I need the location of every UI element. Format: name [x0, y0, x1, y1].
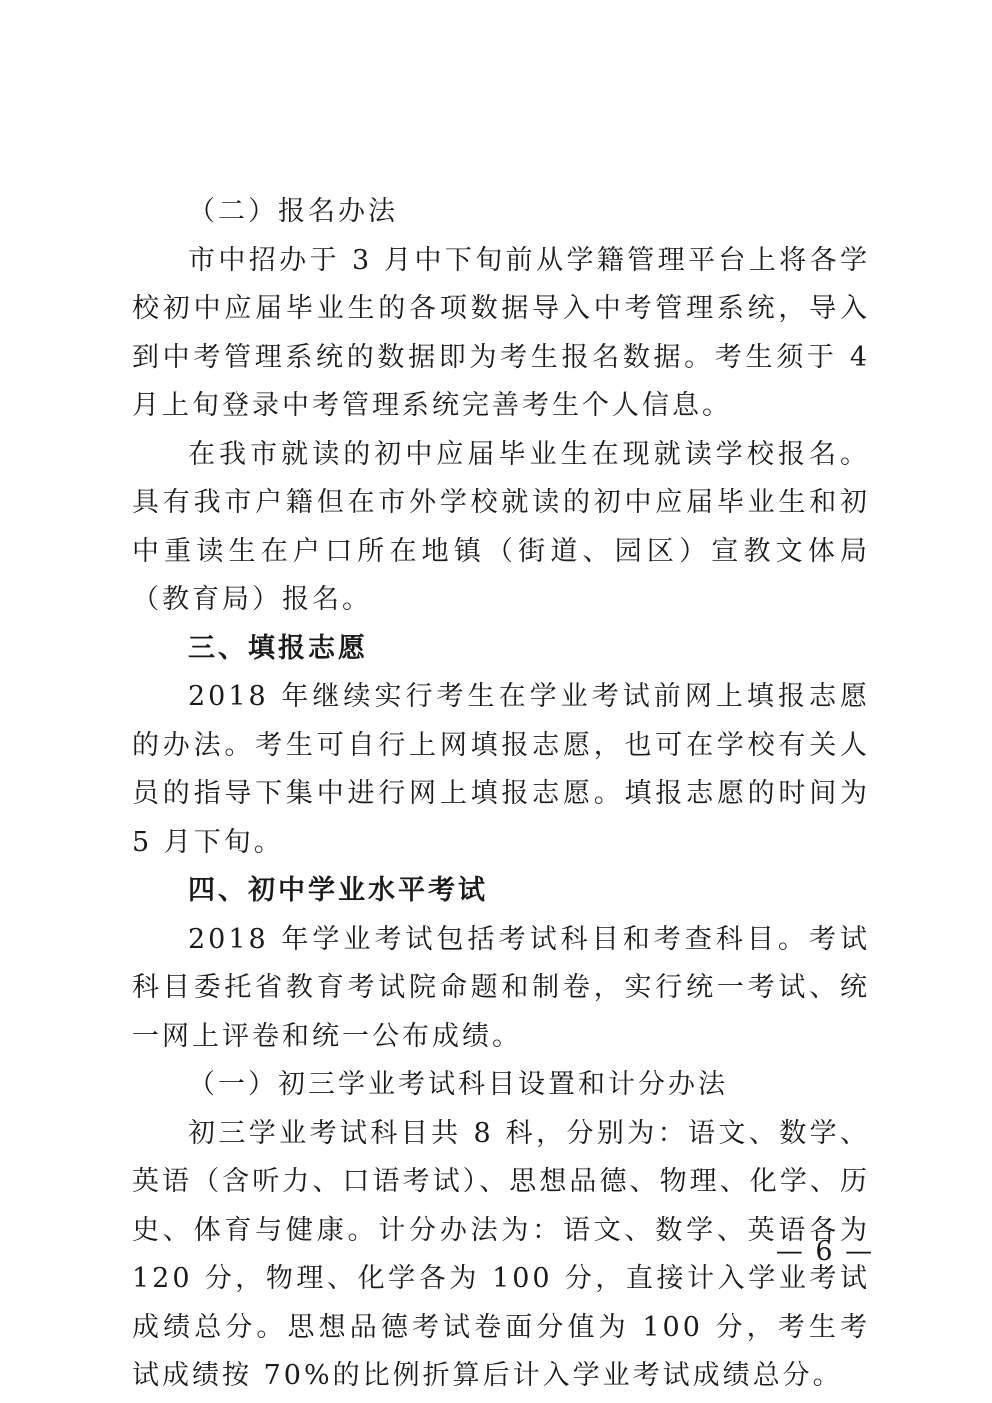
document-body: [132, 188, 870, 1401]
paragraph-academic-exam: 2018 年学业考试包括考试科目和考查科目。考试科目委托省教育考试院命题和制卷，实行统一考试、统一网上评卷和统一公布成绩。: [132, 923, 870, 1052]
subheading-exam-subjects: （一）初三学业考试科目设置和计分办法: [188, 1069, 728, 1100]
paragraph-registration-location: 在我市就读的初中应届毕业生在现就读学校报名。具有我市户籍但在市外学校就读的初中应届毕业生和初中重读生在户口所在地镇（街道、园区）宣教文体局（教育局）报名。: [132, 438, 870, 615]
page-number: — 6 —: [775, 1236, 875, 1267]
paragraph-fill-preferences: 2018 年继续实行考生在学业考试前网上填报志愿的办法。考生可自行上网填报志愿，也可在学校有关人员的指导下集中进行网上填报志愿。填报志愿的时间为 5 月下旬。: [132, 681, 870, 858]
paragraph-exam-subjects: 初三学业考试科目共 8 科，分别为：语文、数学、英语（含听力、口语考试）、思想品德、物理、化学、历史、体育与健康。计分办法为：语文、数学、英语各为 120 分，物理、化学各为 100 分，直接计入学业考试成绩总分。思想品德考试卷面分值为 100 分，考生考试成绩按 70%的比例折算后计入学业考试成绩总分。: [132, 1117, 870, 1391]
paragraph-registration-data: 市中招办于 3 月中下旬前从学籍管理平台上将各学校初中应届毕业生的各项数据导入中考管理系统，导入到中考管理系统的数据即为考生报名数据。考生须于 4 月上旬登录中考管理系统完善考生个人信息。: [132, 244, 870, 421]
heading-academic-exam: 四、初中学业水平考试: [188, 875, 488, 906]
heading-fill-preferences: 三、填报志愿: [188, 632, 368, 664]
subheading-registration-method: （二）报名办法: [188, 196, 398, 227]
